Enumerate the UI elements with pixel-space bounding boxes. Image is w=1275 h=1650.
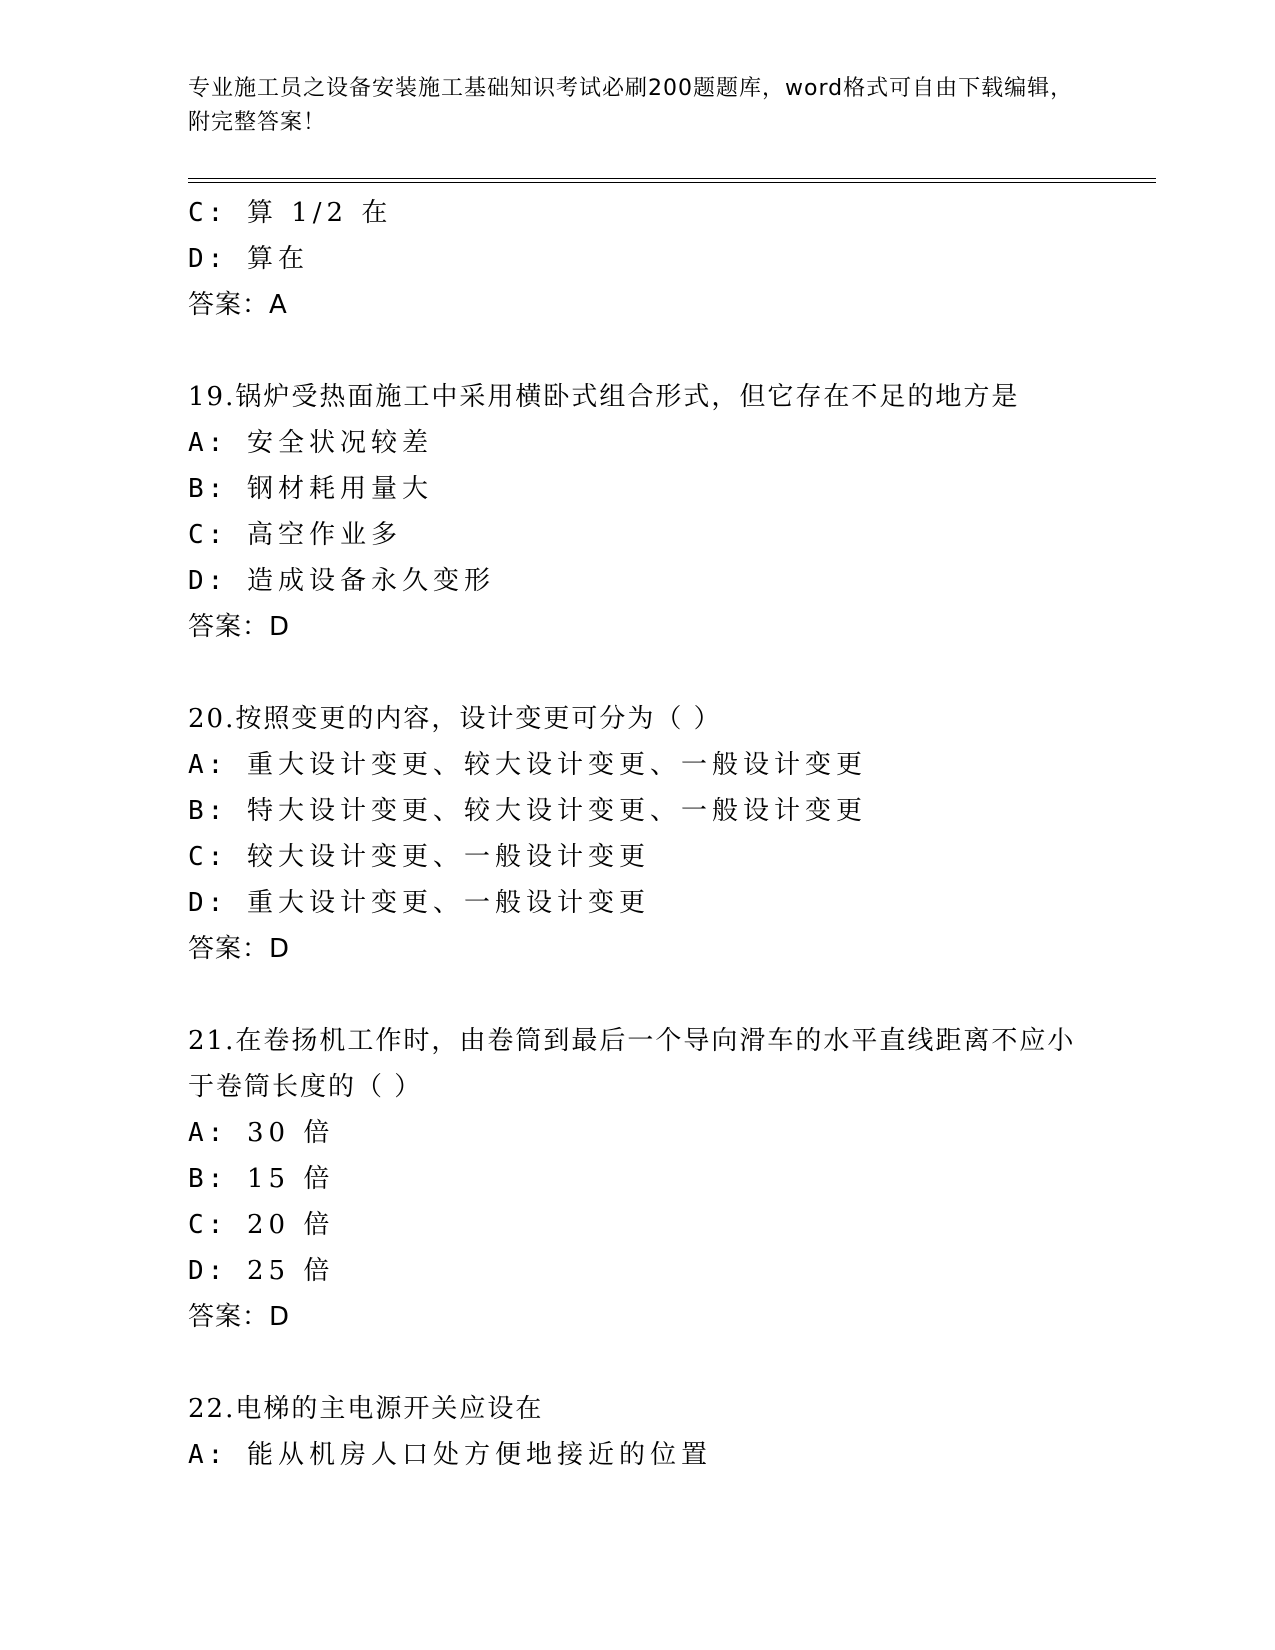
option-a [188,1110,1088,1156]
option-a [188,420,1088,466]
answer-line: 答案：D [188,1302,291,1332]
option-text: 重大设计变更、较大设计变更、一般设计变更 [246,750,867,780]
option-key: B: [188,474,228,504]
option-text: 高空作业多 [246,520,402,550]
question-19-text: 19.锅炉受热面施工中采用横卧式组合形式，但它存在不足的地方是 [188,382,1020,412]
option-text: 15 倍 [246,1164,335,1194]
option-text: 钢材耗用量大 [246,474,433,504]
option-b [188,466,1088,512]
option-text: 25 倍 [246,1256,335,1286]
option-text: 安全状况较差 [246,428,433,458]
option-c [188,512,1088,558]
option-text: 能从机房人口处方便地接近的位置 [246,1440,712,1470]
option-c [188,834,1088,880]
header-divider [188,178,1156,183]
option-c [188,1202,1088,1248]
option-key: C: [188,520,228,550]
answer-line: 答案：A [188,290,288,320]
option-c [188,190,1088,236]
option-d [188,880,1088,926]
answer-line: 答案：D [188,934,291,964]
option-key: A: [188,1118,228,1148]
option-key: C: [188,842,228,872]
option-text: 造成设备永久变形 [246,566,495,596]
option-key: B: [188,1164,228,1194]
option-text: 重大设计变更、一般设计变更 [246,888,650,918]
option-text: 较大设计变更、一般设计变更 [246,842,650,872]
option-d [188,558,1088,604]
question-22-text: 22.电梯的主电源开关应设在 [188,1394,544,1424]
option-text: 特大设计变更、较大设计变更、一般设计变更 [246,796,867,826]
option-key: D: [188,1256,228,1286]
question-20-text: 20.按照变更的内容，设计变更可分为（ ） [188,704,722,734]
option-key: B: [188,796,228,826]
option-b [188,1156,1088,1202]
question-list [188,190,1088,1478]
option-d [188,236,1088,282]
option-key: D: [188,566,228,596]
option-key: A: [188,1440,228,1470]
option-key: D: [188,244,228,274]
document-header: 专业施工员之设备安装施工基础知识考试必刷200题题库，word格式可自由下载编辑，附完整答案！ [188,76,1074,135]
option-text: 算在 [246,244,309,274]
option-text: 20 倍 [246,1210,335,1240]
option-b [188,788,1088,834]
option-text: 算 1/2 在 [246,198,393,228]
option-a [188,742,1088,788]
option-a [188,1432,1088,1478]
option-d [188,1248,1088,1294]
answer-line: 答案：D [188,612,291,642]
option-text: 30 倍 [246,1118,335,1148]
option-key: D: [188,888,228,918]
question-21-text: 21.在卷扬机工作时，由卷筒到最后一个导向滑车的水平直线距离不应小于卷筒长度的（ ） [188,1026,1076,1102]
option-key: C: [188,1210,228,1240]
option-key: A: [188,428,228,458]
option-key: A: [188,750,228,780]
option-key: C: [188,198,228,228]
